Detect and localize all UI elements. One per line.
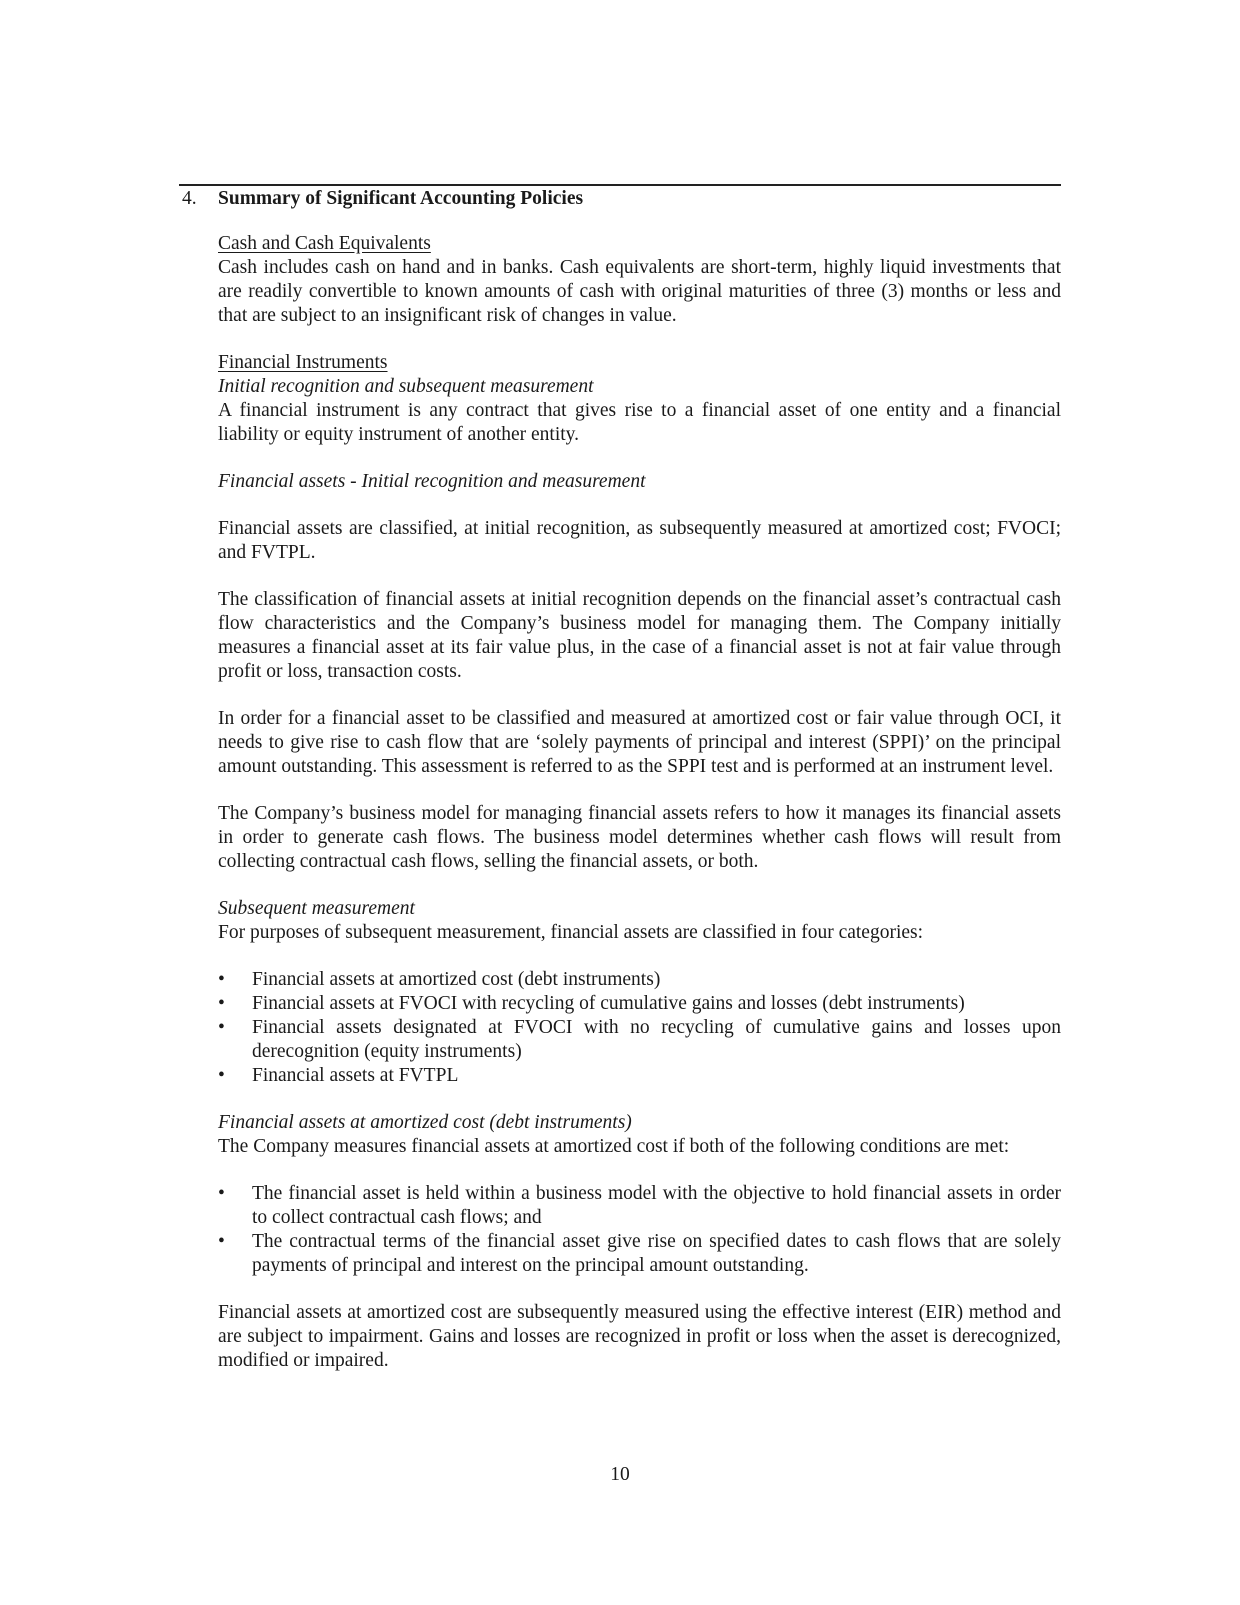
list-item: • The contractual terms of the financial asset give rise on specified dates to cash flows that are solely payments of principal and interest on the principal amount outstanding.	[218, 1230, 1061, 1278]
conditions-intro: The Company measures financial assets at amortized cost if both of the following conditions are met:	[218, 1136, 1010, 1157]
financial-instruments-heading: Financial Instruments	[218, 352, 388, 373]
financial-instrument-definition: A financial instrument is any contract that gives rise to a financial asset of one entity and a financial liability or equity instrument of another entity.	[218, 400, 1061, 445]
section-number: 4.	[182, 188, 197, 209]
list-item: • Financial assets at amortized cost (debt instruments)	[218, 968, 1061, 992]
financial-assets-initial-subheading: Financial assets - Initial recognition and measurement	[218, 471, 646, 492]
eir-paragraph: Financial assets at amortized cost are subsequently measured using the effective interest (EIR) method and are subject to impairment. Gains and losses are recognized in profit or loss when the asset is derecognized, modified or impaired.	[218, 1302, 1061, 1371]
list-item: • Financial assets designated at FVOCI with no recycling of cumulative gains and losses upon derecognition (equity instruments)	[218, 1016, 1061, 1064]
initial-recognition-subheading: Initial recognition and subsequent measurement	[218, 376, 594, 397]
section-body	[218, 232, 1061, 1373]
page-number: 10	[610, 1464, 630, 1485]
business-model-paragraph: The Company’s business model for managing financial assets refers to how it manages its financial assets in order to generate cash flows. The business model determines whether cash flows will result from collecting contractual cash flows, selling the financial assets, or both.	[218, 803, 1061, 872]
section-title: Summary of Significant Accounting Policies	[218, 188, 584, 209]
list-item: • Financial assets at FVOCI with recycling of cumulative gains and losses (debt instruments)	[218, 992, 1061, 1016]
categories-list	[218, 968, 1061, 1088]
conditions-list	[218, 1182, 1061, 1278]
list-item: • The financial asset is held within a business model with the objective to hold financial assets in order to collect contractual cash flows; and	[218, 1182, 1061, 1230]
section-rule	[179, 184, 1061, 186]
section-heading	[182, 187, 1052, 211]
amortized-cost-subheading: Financial assets at amortized cost (debt instruments)	[218, 1112, 632, 1133]
categories-intro: For purposes of subsequent measurement, financial assets are classified in four categories:	[218, 922, 924, 943]
list-item: • Financial assets at FVTPL	[218, 1064, 1061, 1088]
classification-depends-paragraph: The classification of financial assets at initial recognition depends on the financial asset’s contractual cash flow characteristics and the Company’s business model for managing them. The Company initially measures a financial asset at its fair value plus, in the case of a financial asset is not at fair value through profit or loss, transaction costs.	[218, 589, 1061, 682]
cash-paragraph: Cash includes cash on hand and in banks. Cash equivalents are short-term, highly liquid investments that are readily convertible to known amounts of cash with original maturities of three (3) months or less and that are subject to an insignificant risk of changes in value.	[218, 257, 1061, 326]
cash-heading: Cash and Cash Equivalents	[218, 233, 431, 254]
sppi-paragraph: In order for a financial asset to be classified and measured at amortized cost or fair value through OCI, it needs to give rise to cash flow that are ‘solely payments of principal and interest (SPPI)’ on the principal amount outstanding. This assessment is referred to as the SPPI test and is performed at an instrument level.	[218, 708, 1061, 777]
classification-paragraph: Financial assets are classified, at initial recognition, as subsequently measured at amortized cost; FVOCI; and FVTPL.	[218, 518, 1061, 563]
subsequent-measurement-subheading: Subsequent measurement	[218, 898, 415, 919]
